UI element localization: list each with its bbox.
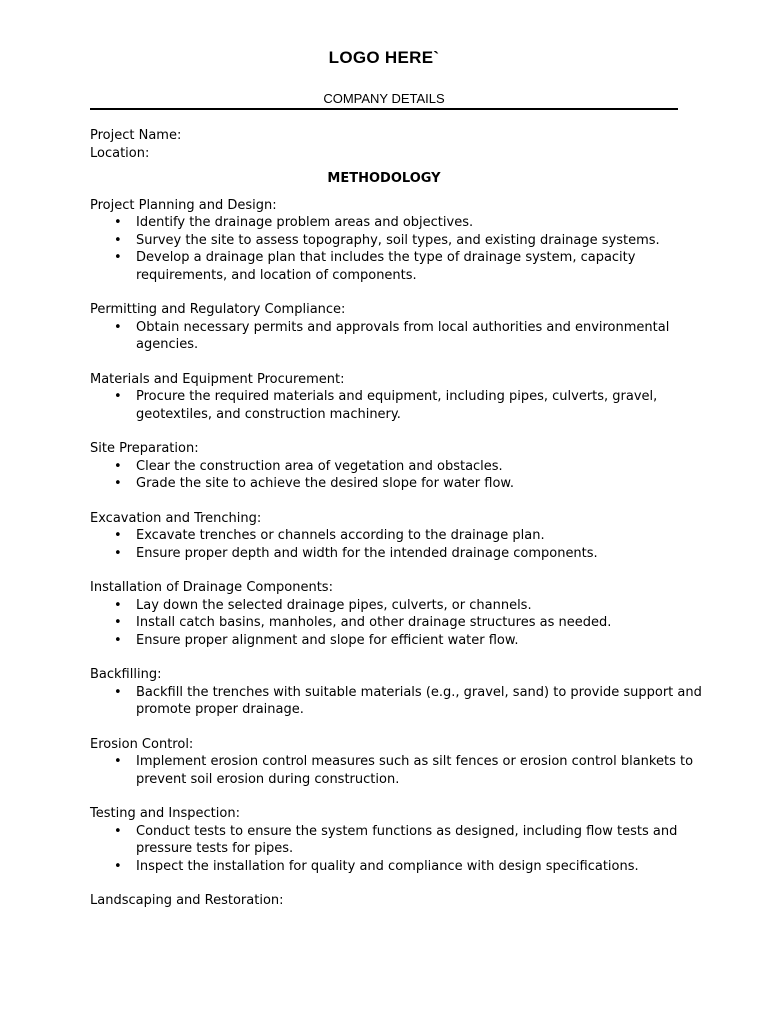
section-heading: Backfilling: xyxy=(90,667,162,682)
bullet-text-line: Grade the site to achieve the desired slope for water flow. xyxy=(136,476,514,491)
bullet-text-line: Procure the required materials and equipment, including pipes, culverts, gravel, xyxy=(136,389,658,404)
bullet-item xyxy=(90,614,690,632)
bullet-text-line: promote proper drainage. xyxy=(136,702,304,717)
bullet-item xyxy=(90,475,690,493)
section-heading: Materials and Equipment Procurement: xyxy=(90,371,345,387)
section-heading: Site Preparation: xyxy=(90,441,199,456)
bullet-text-line: agencies. xyxy=(136,337,199,352)
bullet-icon: • xyxy=(114,545,122,561)
bullet-item xyxy=(90,597,690,615)
section-heading: Excavation and Trenching: xyxy=(90,510,262,526)
bullet-text-line: Obtain necessary permits and approvals from local authorities and environmental xyxy=(136,319,670,335)
section-heading: Project Planning and Design: xyxy=(90,197,277,213)
bullet-item xyxy=(90,214,690,232)
bullet-list xyxy=(90,597,690,650)
bullet-list xyxy=(90,388,690,423)
bullet-item xyxy=(90,319,690,354)
bullet-text-line: geotextiles, and construction machinery. xyxy=(136,406,401,422)
document-title: METHODOLOGY xyxy=(327,171,441,186)
methodology-section xyxy=(90,736,694,789)
bullet-icon: • xyxy=(114,823,122,839)
bullet-text-line: Identify the drainage problem areas and objectives. xyxy=(136,215,474,230)
bullet-icon: • xyxy=(114,319,122,335)
bullet-text-line: Excavate trenches or channels according to the drainage plan. xyxy=(136,528,545,543)
bullet-item xyxy=(90,545,690,563)
bullet-icon: • xyxy=(114,754,122,769)
bullet-item xyxy=(90,527,690,545)
bullet-icon: • xyxy=(114,528,122,543)
bullet-item xyxy=(90,753,694,788)
bullet-list xyxy=(90,823,690,876)
bullet-text-line: Survey the site to assess topography, soil types, and existing drainage systems. xyxy=(136,232,660,248)
bullet-list xyxy=(90,753,694,788)
bullet-icon: • xyxy=(114,389,122,404)
bullet-text-line: pressure tests for pipes. xyxy=(136,841,294,856)
methodology-section xyxy=(90,301,690,354)
bullet-text-line: Install catch basins, manholes, and other drainage structures as needed. xyxy=(136,615,612,630)
bullet-item xyxy=(90,249,690,284)
methodology-section xyxy=(90,805,690,875)
bullet-icon: • xyxy=(114,632,122,648)
bullet-icon: • xyxy=(114,858,122,874)
bullet-icon: • xyxy=(114,684,122,700)
methodology-section xyxy=(90,579,690,649)
project-name-label: Project Name: xyxy=(90,128,182,143)
bullet-item xyxy=(90,632,690,650)
document-body xyxy=(90,127,702,927)
section-heading: Testing and Inspection: xyxy=(90,806,240,821)
bullet-item xyxy=(90,858,690,876)
bullet-text-line: Ensure proper depth and width for the intended drainage components. xyxy=(136,545,598,561)
bullet-item xyxy=(90,388,690,423)
methodology-sections xyxy=(90,197,702,910)
section-heading: Permitting and Regulatory Compliance: xyxy=(90,302,346,317)
header-divider xyxy=(90,108,678,110)
bullet-icon: • xyxy=(114,232,122,248)
bullet-list xyxy=(90,527,690,562)
bullet-icon: • xyxy=(114,215,122,230)
section-heading: Installation of Drainage Components: xyxy=(90,580,333,595)
bullet-text-line: prevent soil erosion during construction. xyxy=(136,771,400,787)
bullet-list xyxy=(90,684,702,719)
section-heading: Erosion Control: xyxy=(90,736,194,752)
bullet-item xyxy=(90,684,702,719)
bullet-icon: • xyxy=(114,250,122,265)
bullet-item xyxy=(90,458,690,476)
bullet-icon: • xyxy=(114,458,122,474)
bullet-text-line: Ensure proper alignment and slope for efficient water flow. xyxy=(136,632,519,648)
logo-placeholder: LOGO HERE` xyxy=(328,48,440,67)
methodology-section xyxy=(90,197,690,285)
bullet-icon: • xyxy=(114,597,122,613)
methodology-section xyxy=(90,666,702,719)
bullet-icon: • xyxy=(114,476,122,491)
bullet-text-line: Implement erosion control measures such as silt fences or erosion control blankets to xyxy=(136,754,694,769)
bullet-list xyxy=(90,214,690,284)
bullet-text-line: Lay down the selected drainage pipes, culverts, or channels. xyxy=(136,597,532,613)
bullet-icon: • xyxy=(114,615,122,630)
bullet-text-line: Clear the construction area of vegetation and obstacles. xyxy=(136,458,503,474)
bullet-text-line: Backfill the trenches with suitable materials (e.g., gravel, sand) to provide support and xyxy=(136,684,702,700)
bullet-list xyxy=(90,458,690,493)
bullet-list xyxy=(90,319,690,354)
methodology-section xyxy=(90,510,690,563)
bullet-item xyxy=(90,823,690,858)
bullet-text-line: Inspect the installation for quality and compliance with design specifications. xyxy=(136,858,639,874)
bullet-text-line: Develop a drainage plan that includes the type of drainage system, capacity xyxy=(136,250,636,265)
methodology-section xyxy=(90,892,690,910)
bullet-text-line: Conduct tests to ensure the system functions as designed, including flow tests and xyxy=(136,823,678,839)
methodology-section xyxy=(90,440,690,493)
location-label: Location: xyxy=(90,145,150,161)
methodology-section xyxy=(90,371,690,424)
bullet-item xyxy=(90,232,690,250)
company-details: COMPANY DETAILS xyxy=(323,91,445,106)
bullet-text-line: requirements, and location of components. xyxy=(136,267,417,283)
section-heading: Landscaping and Restoration: xyxy=(90,893,284,908)
